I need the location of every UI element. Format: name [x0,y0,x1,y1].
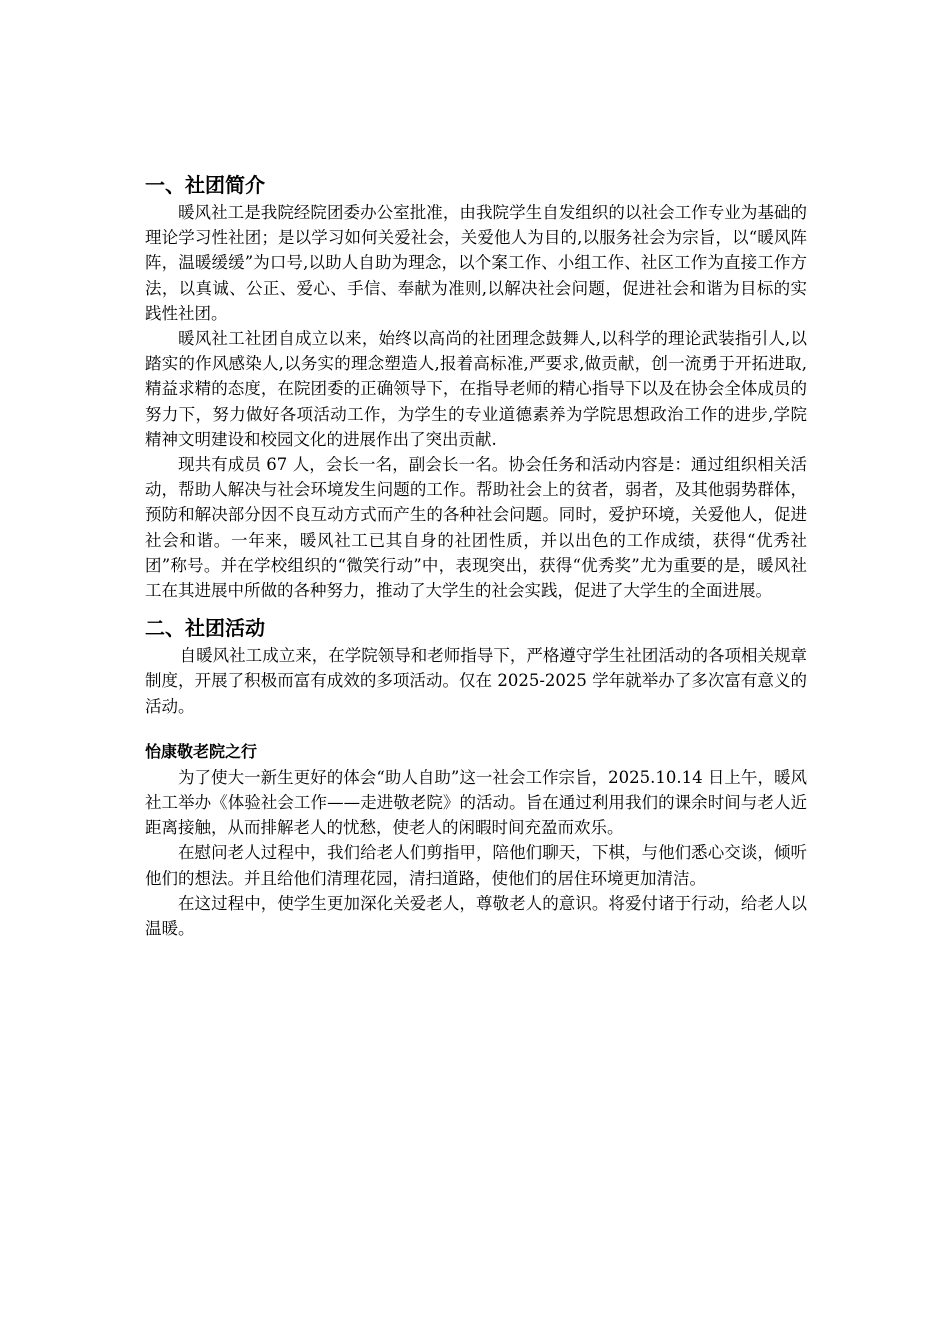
intro-paragraph: 暖风社工是我院经院团委办公室批准，由我院学生自发组织的以社会工作专业为基础的理论学习性社团；是以学习如何关爱社会，关爱他人为目的,以服务社会为宗旨，以“暖风阵阵，温暖缓缓”为口号,以助人自助为理念，以个案工作、小组工作、社区工作为直接工作方法，以真诚、公正、爱心、手信、奉献为准则,以解决社会问题，促进社会和谐为目标的实践性社团。 [145,203,807,323]
activity-paragraph: 为了使大一新生更好的体会“助人自助”这一社会工作宗旨，2025.10.14 日上午，暖风社工举办《体验社会工作——走进敬老院》的活动。旨在通过利用我们的课余时间与老人近距离接触，从而排解老人的忧愁，使老人的闲暇时间充盈而欢乐。 [145,767,807,838]
intro-paragraph: 暖风社工社团自成立以来，始终以高尚的社团理念鼓舞人,以科学的理论武装指引人,以踏实的作风感染人,以务实的理念塑造人,报着高标准,严要求,做贡献，创一流勇于开拓进取,精益求精的态度，在院团委的正确领导下，在指导老师的精心指导下以及在协会全体成员的努力下，努力做好各项活动工作，为学生的专业道德素养为学院思想政治工作的进步,学院精神文明建设和校园文化的进展作出了突出贡献. [145,329,807,449]
activity-paragraph: 在这过程中，使学生更加深化关爱老人，尊敬老人的意识。将爱付诸于行动，给老人以温暖。 [145,893,807,939]
activity-paragraph: 在慰问老人过程中，我们给老人们剪指甲，陪他们聊天，下棋，与他们悉心交谈，倾听他们的想法。并且给他们清理花园，清扫道路，使他们的居住环境更加清洁。 [145,843,807,888]
intro-paragraph: 现共有成员 67 人，会长一名，副会长一名。协会任务和活动内容是：通过组织相关活动，帮助人解决与社会环境发生问题的工作。帮助社会上的贫者，弱者，及其他弱势群体，预防和解决部分因不良互动方式而产生的各种社会问题。同时，爱护环境，关爱他人，促进社会和谐。一年来，暖风社工已其自身的社团性质，并以出色的工作成绩，获得“优秀社团”称号。并在学校组织的“微笑行动”中，表现突出，获得“优秀奖”尤为重要的是，暖风社工在其进展中所做的各种努力，推动了大学生的社会实践，促进了大学生的全面进展。 [145,455,807,601]
activities-intro-paragraph: 自暖风社工成立来，在学院领导和老师指导下，严格遵守学生社团活动的各项相关规章制度，开展了积极而富有成效的多项活动。仅在 2025-2025 学年就举办了多次富有意义的活动。 [145,646,807,716]
document-page [145,172,807,941]
section-title-club-intro: 一、社团简介 [145,175,265,197]
activity-title: 怡康敬老院之行 [145,743,258,761]
spacer [145,719,807,741]
spacer [145,603,807,615]
section-title-club-activities: 二、社团活动 [145,618,265,641]
